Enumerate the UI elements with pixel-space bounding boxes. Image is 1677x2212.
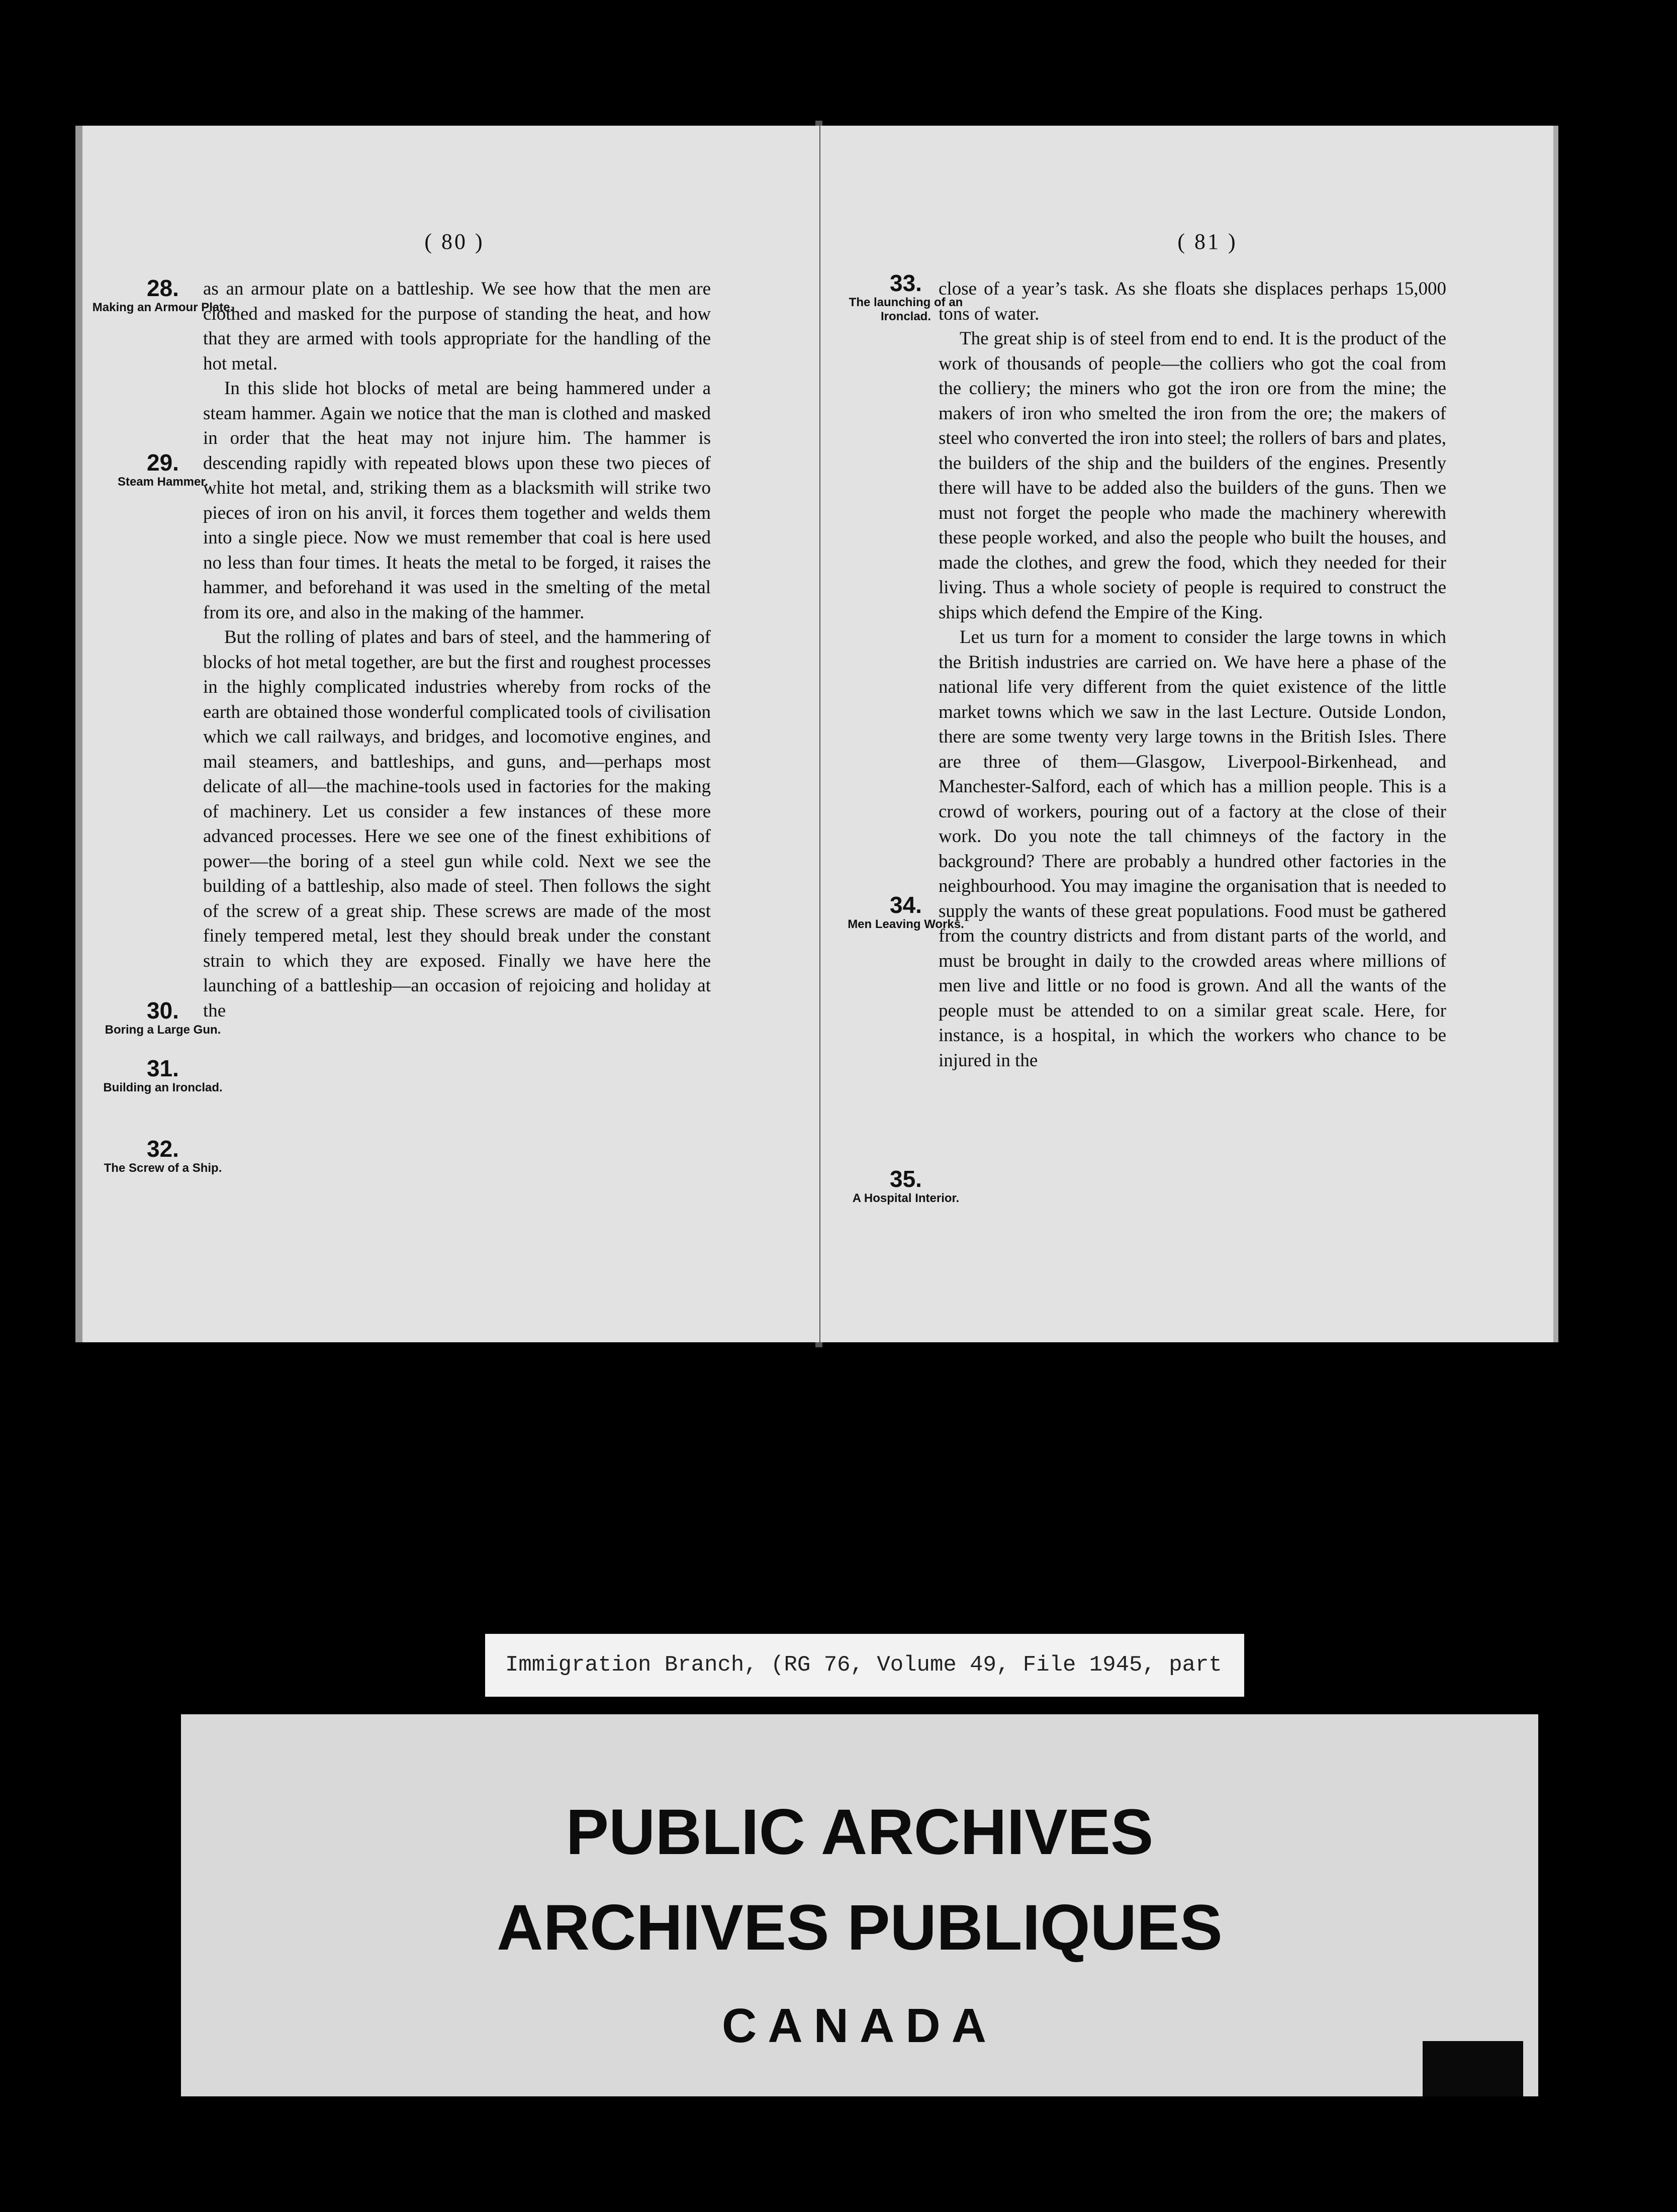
caption-label: Men Leaving Works. [848,917,964,931]
caption-label: Boring a Large Gun. [105,1023,221,1037]
paragraph: Let us turn for a moment to consider the large towns in which the British industries are carried on. We have here a phase of the national life very different from the quiet existence of the little market towns which we saw in the last Lecture. Outside London, there are some twenty very large towns in the British Isles. There are three of them—Glasgow, Liverpool-Birkenhead, and Manchester-Salford, each of which has a million people. This is a crowd of workers, pouring out of a factory at the close of their work. Do you note the tall chimneys of the factory in the background? There are probably a hundred other factories in the neighbourhood. You may imagine the organisation that is needed to supply the wants of these great populations. Food must be gathered from the country districts and from distant parts of the world, and must be brought in daily to the crowded areas where millions of men live and little or no food is grown. And all the wants of the people must be attended to on a similar great scale. Here, for instance, is a hospital, in which the workers who chance to be injured in the [939,627,1446,1071]
caption-label: Making an Armour Plate. [92,301,234,314]
stamp-corner-mark [1423,2041,1523,2096]
slide-caption-31 [87,1056,238,1095]
caption-label: The Screw of a Ship. [104,1161,222,1175]
paragraph: as an armour plate on a battleship. We see how that the men are clothed and masked for the purpose of standing the heat, and how that they are armed with tools appropriate for the handling of the hot metal. [203,279,711,374]
caption-number: 35. [890,1166,922,1192]
page-number: ( 80 ) [424,229,485,254]
caption-label: Steam Hammer. [117,475,209,489]
caption-number: 32. [147,1136,179,1162]
caption-number: 28. [147,275,179,301]
left-page [75,126,819,1342]
paragraph: But the rolling of plates and bars of steel, and the hammering of blocks of hot metal together, are but the first and roughest processes in the highly complicated industries whereby from rocks of the earth are obtained those wonderful complicated tools of civilisation which we call railways, and bridges, and locomotive engines, and mail steamers, and battleships, and guns, and—perhaps most delicate of all—the machine-tools used in factories for the making of machinery. Let us consider a few instances of these more advanced processes. Here we see one of the finest exhibitions of power—the boring of a steel gun while cold. Next we see the building of a battleship, also made of steel. Then follows the sight of the screw of a great ship. These screws are made of the most finely tempered metal, lest they should break under the constant strain to which they are exposed. Finally we have here the launching of a battleship—an occasion of rejoicing and holiday at the [203,627,711,1021]
caption-number: 31. [147,1055,179,1081]
body-text [939,276,1446,1073]
caption-label: The launching of an Ironclad. [849,296,963,323]
archive-reference-label: Immigration Branch, (RG 76, Volume 49, File 1945, part [485,1634,1244,1697]
stamp-line-french: ARCHIVES PUBLIQUES [497,1892,1223,1964]
caption-number: 30. [147,997,179,1024]
caption-number: 34. [890,892,922,918]
right-page [820,126,1558,1342]
paragraph: In this slide hot blocks of metal are being hammered under a steam hammer. Again we notice that the man is clothed and masked in order that the heat may not injure him. The hammer is descending rapidly with repeated blows upon these two pieces of white hot metal, and, striking them as a blacksmith will strike two pieces of iron on his anvil, it forces them together and welds them into a single piece. Now we must remember that coal is here used no less than four times. It heats the metal to be forged, it raises the hammer, and beforehand it was used in the smelting of the metal from its ore, and also in the making of the hammer. [203,378,711,623]
stamp-line-country: CANADA [722,1999,997,2053]
caption-number: 33. [890,270,922,296]
caption-number: 29. [147,449,179,476]
caption-label: A Hospital Interior. [852,1191,960,1205]
caption-label: Building an Ironclad. [103,1081,223,1094]
paragraph: close of a year’s task. As she floats she displaces perhaps 15,000 tons of water. [939,279,1446,324]
stamp-line-english: PUBLIC ARCHIVES [566,1796,1154,1868]
slide-caption-32 [87,1136,238,1175]
archives-stamp [181,1714,1538,2096]
page-number: ( 81 ) [1177,229,1238,254]
body-text [203,276,711,1023]
paragraph: The great ship is of steel from end to end. It is the product of the work of thousands of people—the colliers who got the coal from the colliery; the miners who got the iron ore from the mine; the makers of iron who smelted the iron from the ore; the makers of steel who converted the iron into steel; the rollers of bars and plates, the builders of the ship and the builders of the engines. Presently there will have to be added also the builders of the guns. Then we must not forget the people who made the machinery wherewith these people worked, and also the people who built the houses, and made the clothes, and grew the food, which they needed for their living. Thus a whole society of people is required to construct the ships which defend the Empire of the King. [939,328,1447,623]
slide-caption-35 [830,1166,981,1206]
